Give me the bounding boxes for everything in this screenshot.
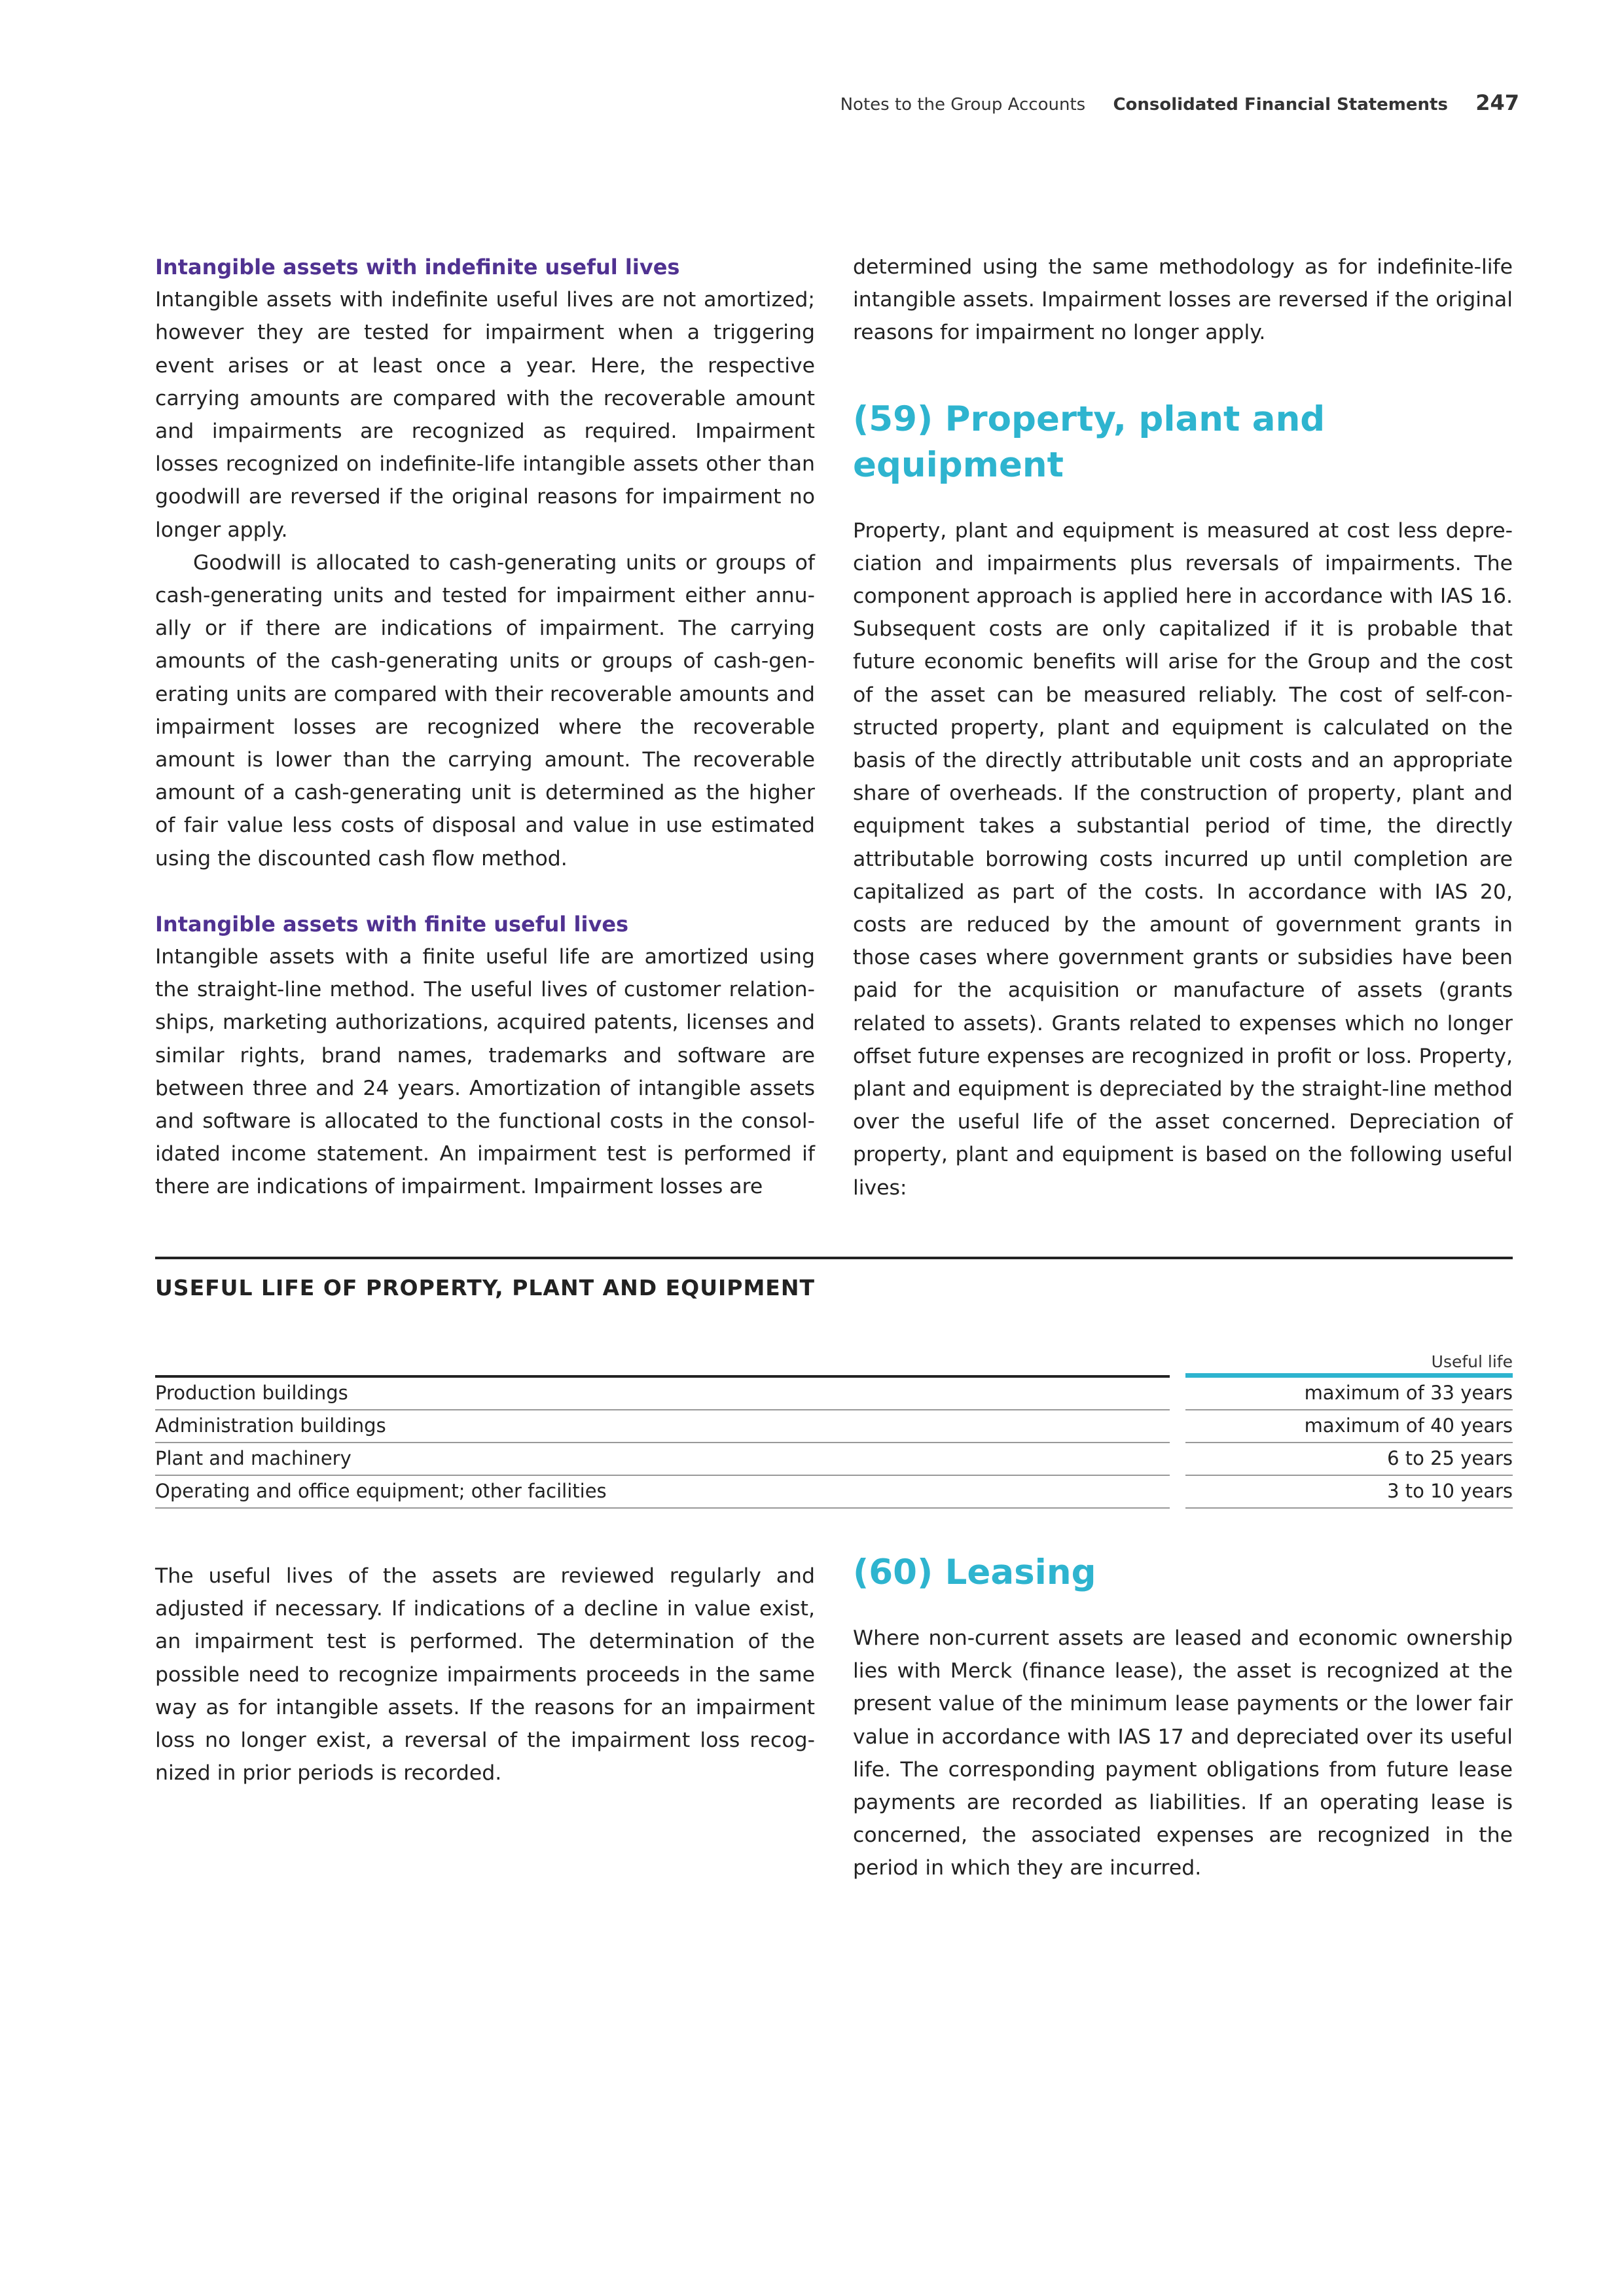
section-title-59: (59) Property, plant and equipment bbox=[853, 399, 1326, 485]
table-header bbox=[155, 1338, 1513, 1378]
paragraph: The useful lives of the assets are reviewed regularly and adjusted if necessary. If indications of a decline in value exist, an impairment test is performed. The determination of the possible need to recognize impairments proceeds in the same way as for intangible assets. If the reasons for an impairment loss no longer exist, a reversal of the impairment loss recognized in prior periods is recorded. bbox=[155, 1564, 815, 1785]
row-value: maximum of 33 years bbox=[1304, 1382, 1513, 1404]
right-column-top bbox=[853, 251, 1513, 1204]
paragraph: Property, plant and equipment is measured at cost less depreciation and impairments plus reversals of impairments. The component approach is applied here in accordance with IAS 16. Subsequent costs are only capitalized if it is probable that future economic benefits will arise for the Group and the cost of the asset can be measured reliably. The cost of self-constructed property, plant and equipment is calculated on the basis of the directly attributable unit costs and an appropriate share of overheads. If the construction of property, plant and equipment takes a substantial period of time, the directly attributable borrowing costs incurred up until completion are capitalized as part of the costs. In accordance with IAS 20, costs are reduced by the amount of government grants in those cases where government grants or subsidies have been paid for the acquisition or manufacture of assets (grants related to assets). Grants related to expenses which no longer offset future expenses are recognized in profit or loss. Property, plant and equipment is depreciated by the straight-line method over the useful life of the asset concerned. Depreciation of property, plant and equipment is based on the following useful lives: bbox=[853, 518, 1513, 1200]
table-row bbox=[155, 1378, 1513, 1410]
right-column-bottom bbox=[853, 1550, 1513, 1885]
row-label: Operating and office equipment; other facilities bbox=[155, 1480, 607, 1502]
paragraph: determined using the same methodology as for indefinite-life intangible assets. Impairment losses are reversed if the original reasons for impairment no longer apply. bbox=[853, 255, 1513, 345]
paragraph: Where non-current assets are leased and economic ownership lies with Merck (finance lease), the asset is recognized at the present value of the minimum lease payments or the lower fair value in accordance with IAS 17 and depreciated over its useful life. The corresponding payment obligations from future lease payments are recorded as liabilities. If an operating lease is concerned, the associated expenses are recognized in the period in which they are incurred. bbox=[853, 1626, 1513, 1880]
row-label: Administration buildings bbox=[155, 1414, 386, 1437]
table-top-rule bbox=[155, 1257, 1513, 1259]
paragraph: Intangible assets with a finite useful life are amortized using the straight-line method. The useful lives of customer relationships, marketing authorizations, acquired patents, licenses and similar rights, brand names, trademarks and software are between three and 24 years. Amortization of intangible assets and software is allocated to the functional costs in the consolidated income statement. An impairment test is performed if there are indications of impairment. Impairment losses are bbox=[155, 945, 815, 1199]
table-title: USEFUL LIFE OF PROPERTY, PLANT AND EQUIPMENT bbox=[155, 1275, 815, 1300]
row-label: Plant and machinery bbox=[155, 1447, 352, 1469]
page-number: 247 bbox=[1475, 90, 1519, 115]
left-column-bottom bbox=[155, 1560, 815, 1789]
paragraph: Goodwill is allocated to cash-generating units or groups of cash-generating units and tested for impairment either annually or if there are indications of impairment. The carrying amounts of the cash-generating units or groups of cash-generating units are compared with their recoverable amounts and impairment losses are recognized where the recoverable amount is lower than the carrying amount. The recoverable amount of a cash-generating unit is determined as the higher of fair value less costs of disposal and value in use estimated using the discounted cash flow method. bbox=[155, 550, 815, 870]
header-accent-rule bbox=[1185, 1373, 1513, 1378]
subhead-finite-lives: Intangible assets with finite useful lives bbox=[155, 911, 629, 937]
section-title-60: (60) Leasing bbox=[853, 1552, 1096, 1592]
paragraph: Intangible assets with indefinite useful lives are not amortized; however they are tested for impairment when a triggering event arises or at least once a year. Here, the respective carrying amounts are compared with the recoverable amount and impairments are recognized as required. Impairment losses recognized on indefinite-life intangible assets other than goodwill are reversed if the original reasons for impairment no longer apply. bbox=[155, 288, 815, 542]
left-column-top bbox=[155, 251, 815, 1204]
table-row bbox=[155, 1410, 1513, 1443]
column-header-useful-life: Useful life bbox=[1431, 1352, 1513, 1371]
page-header bbox=[840, 90, 1519, 115]
row-value: 6 to 25 years bbox=[1387, 1447, 1513, 1469]
useful-life-table bbox=[155, 1257, 1513, 1509]
table-row bbox=[155, 1443, 1513, 1476]
header-section: Notes to the Group Accounts bbox=[840, 95, 1086, 115]
row-value: maximum of 40 years bbox=[1304, 1414, 1513, 1437]
table-row bbox=[155, 1476, 1513, 1509]
row-label: Production buildings bbox=[155, 1382, 348, 1404]
header-book-title: Consolidated Financial Statements bbox=[1113, 95, 1448, 115]
subhead-indefinite-lives: Intangible assets with indefinite useful lives bbox=[155, 255, 680, 279]
row-value: 3 to 10 years bbox=[1387, 1480, 1513, 1502]
